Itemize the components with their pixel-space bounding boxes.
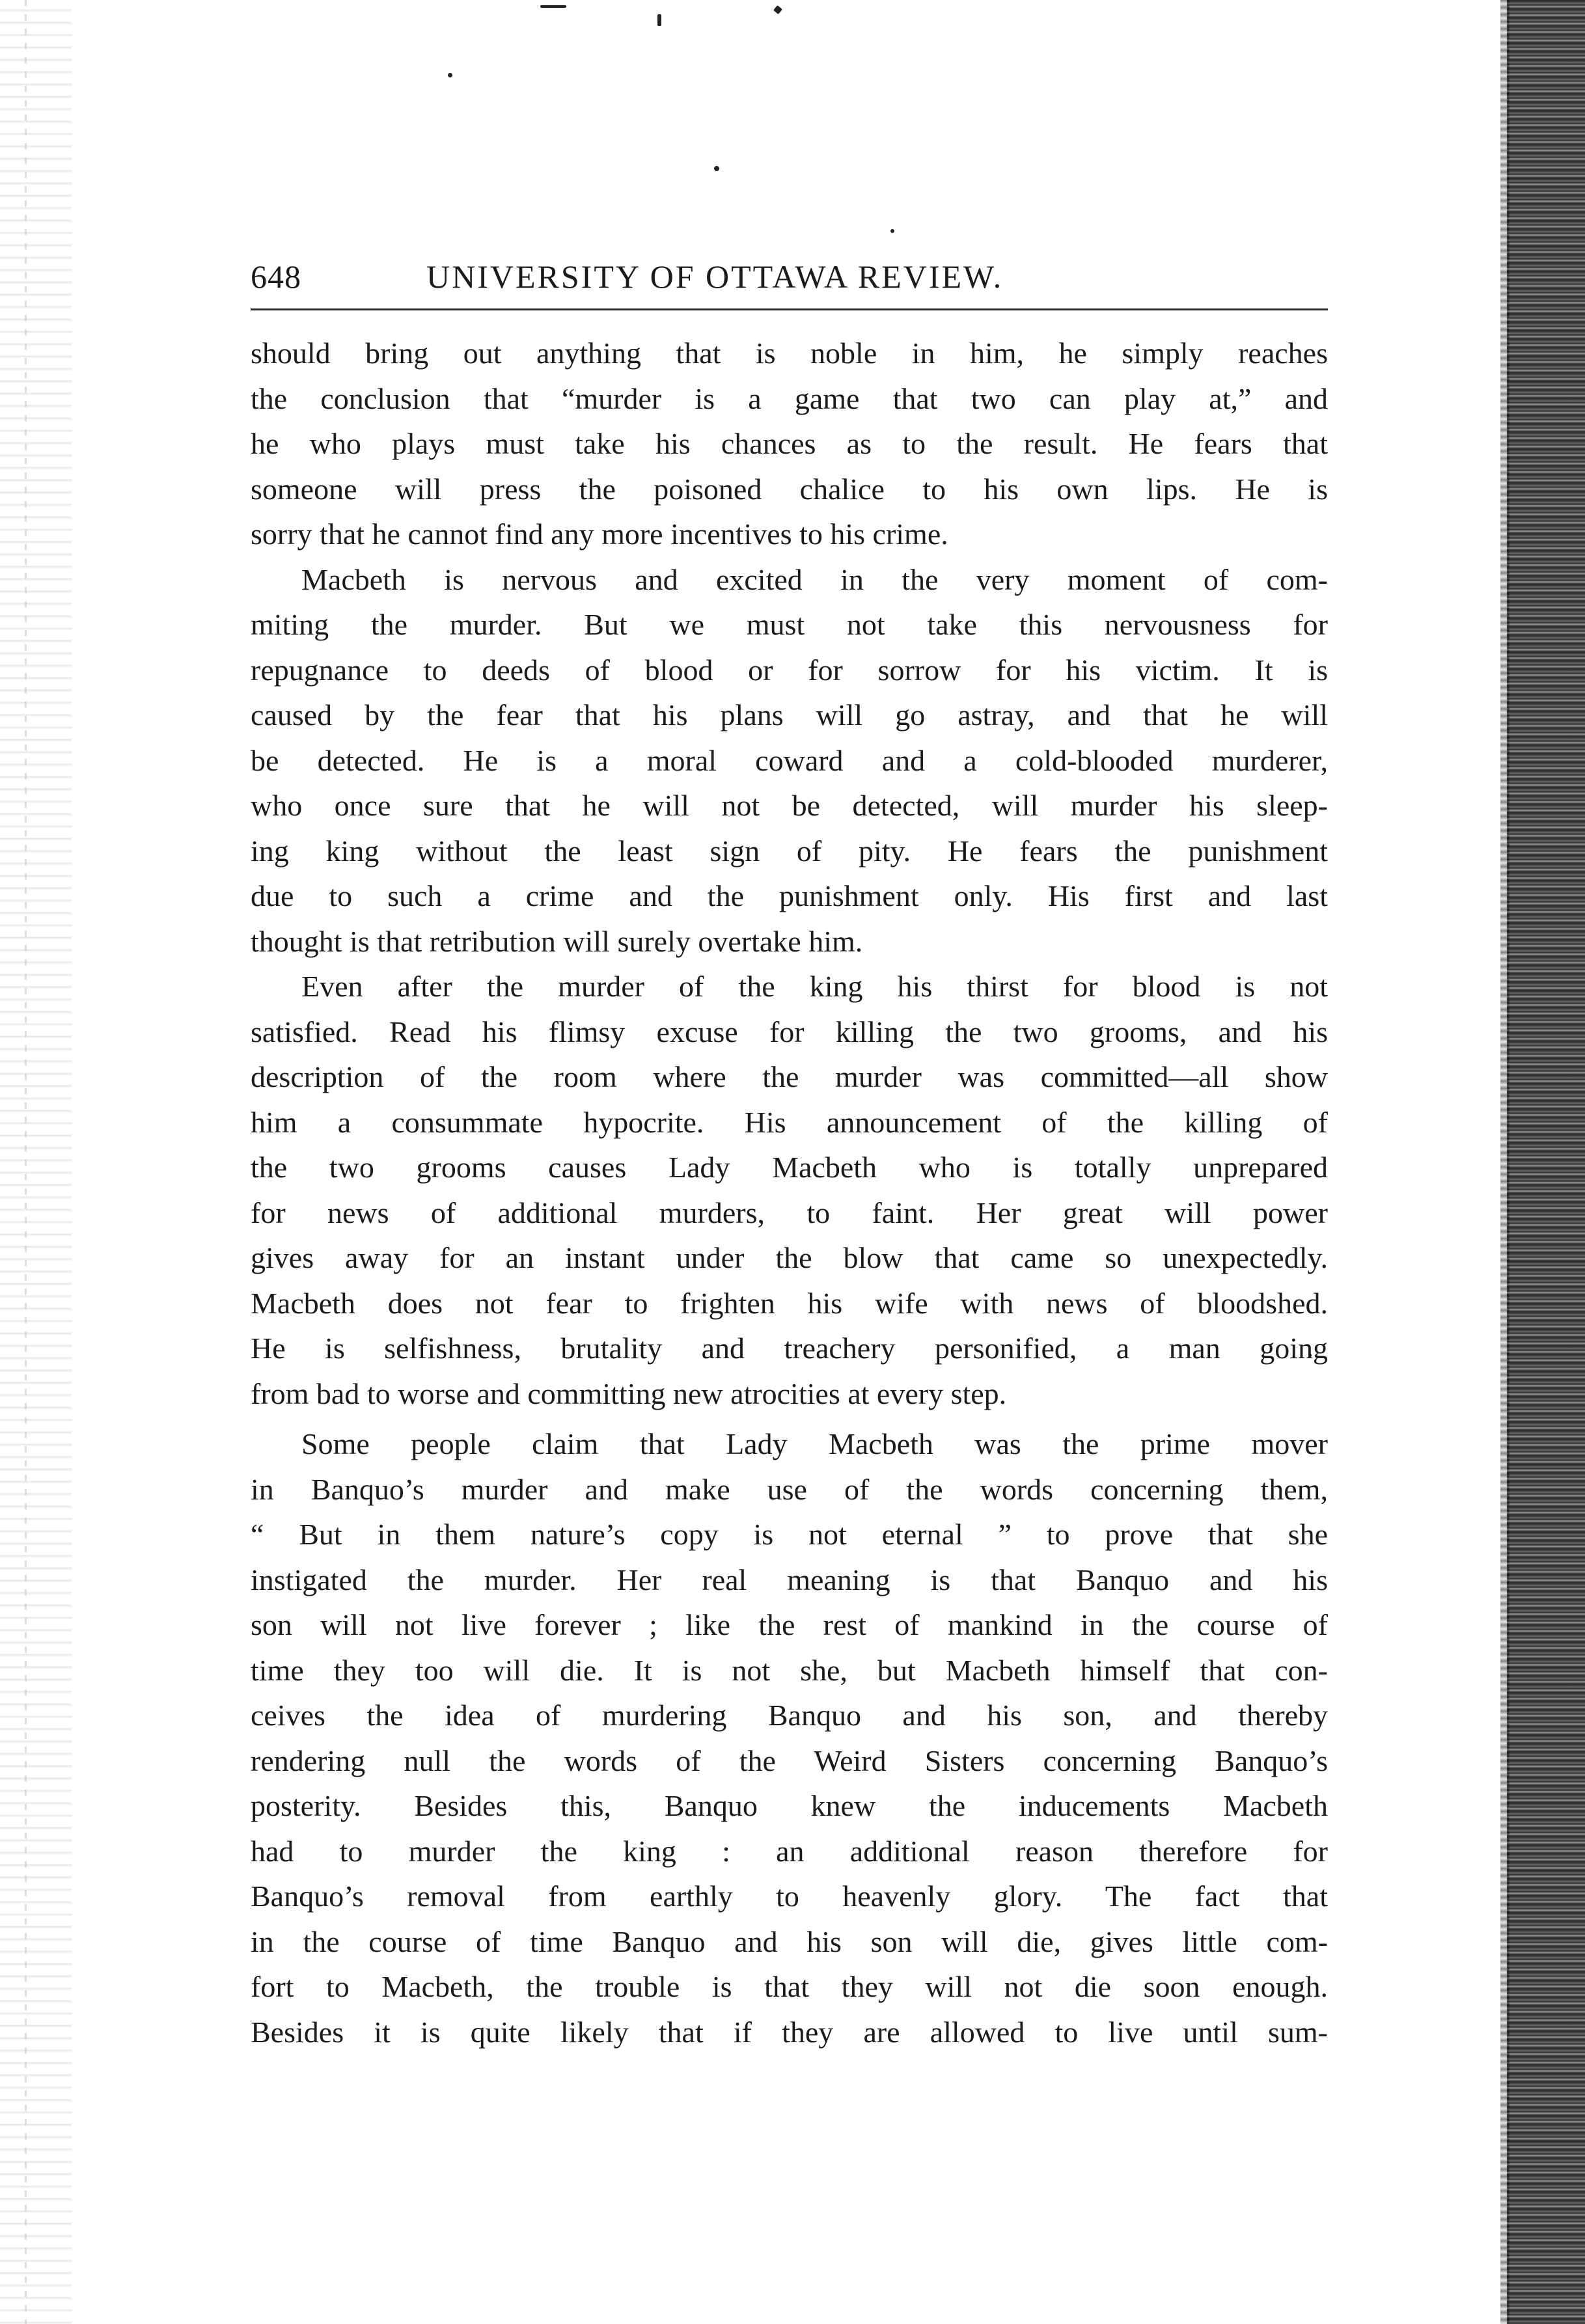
paragraph bbox=[251, 1421, 1328, 2055]
text-line: Macbeth is nervous and excited in the very moment of com- bbox=[301, 562, 1328, 596]
text-line: gives away for an instant under the blow that came so unexpectedly. bbox=[251, 1241, 1328, 1274]
scan-left-margin-artifact bbox=[0, 0, 72, 2324]
paragraph bbox=[251, 331, 1328, 557]
text-line: satisfied. Read his flimsy excuse for killing the two grooms, and his bbox=[251, 1015, 1328, 1048]
scan-speck bbox=[890, 229, 894, 233]
paragraph bbox=[251, 964, 1328, 1416]
text-line: him a consummate hypocrite. His announcement of the killing of bbox=[251, 1105, 1328, 1139]
text-line: “ But in them nature’s copy is not eternal ” to prove that she bbox=[251, 1518, 1328, 1551]
text-line: son will not live forever ; like the rest of mankind in the course of bbox=[251, 1608, 1328, 1641]
scan-speck bbox=[657, 14, 661, 26]
scan-speck bbox=[773, 5, 782, 14]
text-line: caused by the fear that his plans will go astray, and that he will bbox=[251, 698, 1328, 731]
page-header bbox=[251, 254, 1328, 307]
text-line: posterity. Besides this, Banquo knew the inducements Macbeth bbox=[251, 1789, 1328, 1822]
text-line: he who plays must take his chances as to the result. He fears that bbox=[251, 427, 1328, 460]
text-line: ceives the idea of murdering Banquo and his son, and thereby bbox=[251, 1699, 1328, 1732]
text-line: time they too will die. It is not she, but Macbeth himself that con- bbox=[251, 1653, 1328, 1687]
text-line: Some people claim that Lady Macbeth was the prime mover bbox=[301, 1427, 1328, 1460]
scan-speck bbox=[540, 5, 566, 8]
text-line: Even after the murder of the king his thirst for blood is not bbox=[301, 970, 1328, 1003]
text-line: from bad to worse and committing new atrocities at every step. bbox=[251, 1376, 1007, 1410]
text-line: should bring out anything that is noble in him, he simply reaches bbox=[251, 336, 1328, 370]
text-line: the two grooms causes Lady Macbeth who is totally unprepared bbox=[251, 1151, 1328, 1184]
scan-right-margin-artifact bbox=[1507, 0, 1585, 2324]
page-number: 648 bbox=[251, 258, 301, 295]
text-line: thought is that retribution will surely overtake him. bbox=[251, 924, 863, 958]
paragraph bbox=[251, 557, 1328, 964]
text-line: someone will press the poisoned chalice to his own lips. He is bbox=[251, 472, 1328, 506]
text-line: Banquo’s removal from earthly to heavenly glory. The fact that bbox=[251, 1880, 1328, 1913]
text-line: Macbeth does not fear to frighten his wife with news of bloodshed. bbox=[251, 1286, 1328, 1320]
text-line: He is selfishness, brutality and treachery personified, a man going bbox=[251, 1332, 1328, 1365]
text-line: fort to Macbeth, the trouble is that they will not die soon enough. bbox=[251, 1970, 1328, 2003]
text-line: instigated the murder. Her real meaning is that Banquo and his bbox=[251, 1563, 1328, 1596]
text-line: sorry that he cannot find any more incentives to his crime. bbox=[251, 517, 948, 551]
scan-speck bbox=[448, 73, 452, 77]
text-line: had to murder the king : an additional reason therefore for bbox=[251, 1834, 1328, 1868]
text-line: ing king without the least sign of pity. He fears the punishment bbox=[251, 834, 1328, 868]
text-line: the conclusion that “murder is a game that two can play at,” and bbox=[251, 381, 1328, 415]
running-head: UNIVERSITY OF OTTAWA REVIEW. bbox=[426, 258, 1004, 295]
text-line: Besides it is quite likely that if they are allowed to live until sum- bbox=[251, 2015, 1328, 2049]
text-line: who once sure that he will not be detected, will murder his sleep- bbox=[251, 789, 1328, 822]
text-line: due to such a crime and the punishment only. His first and last bbox=[251, 879, 1328, 912]
text-line: miting the murder. But we must not take this nervousness for bbox=[251, 608, 1328, 641]
text-line: in the course of time Banquo and his son will die, gives little com- bbox=[251, 1924, 1328, 1958]
text-line: rendering null the words of the Weird Sisters concerning Banquo’s bbox=[251, 1743, 1328, 1777]
text-line: repugnance to deeds of blood or for sorrow for his victim. It is bbox=[251, 653, 1328, 687]
text-line: be detected. He is a moral coward and a cold-blooded murderer, bbox=[251, 743, 1328, 777]
document-page bbox=[251, 254, 1328, 2049]
scan-speck bbox=[714, 166, 719, 171]
body-text bbox=[251, 331, 1328, 2055]
header-rule bbox=[251, 308, 1328, 310]
text-line: in Banquo’s murder and make use of the words concerning them, bbox=[251, 1472, 1328, 1506]
text-line: for news of additional murders, to faint. Her great will power bbox=[251, 1196, 1328, 1229]
text-line: description of the room where the murder was committed—all show bbox=[251, 1060, 1328, 1093]
